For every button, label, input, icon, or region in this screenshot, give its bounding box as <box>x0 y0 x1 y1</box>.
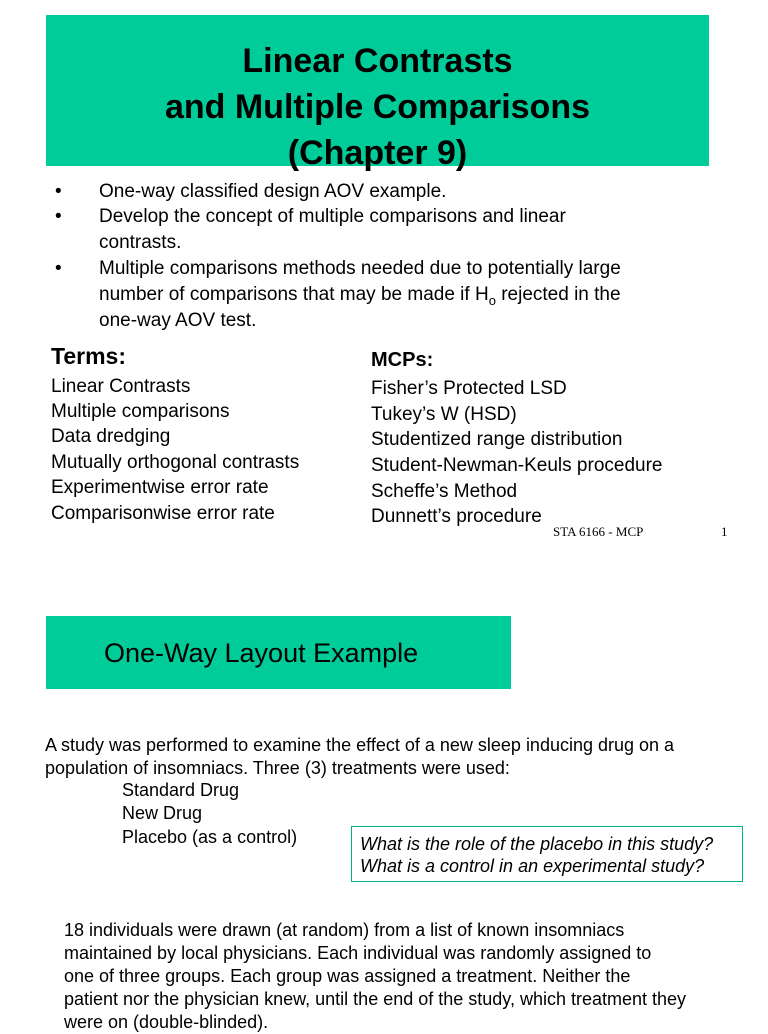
mcps-heading: MCPs: <box>371 349 434 371</box>
mcp-item: Scheffe’s Method <box>371 481 518 502</box>
term-item: Multiple comparisons <box>51 401 230 422</box>
mcp-item: Student-Newman-Keuls procedure <box>371 455 663 476</box>
mcp-item: Studentized range distribution <box>371 429 623 450</box>
intro-line: population of insomniacs. Three (3) treatments were used: <box>45 758 510 778</box>
slide-page-number: 1 <box>721 524 728 539</box>
terms-heading: Terms: <box>51 343 126 369</box>
bullet-marker: • <box>55 206 62 227</box>
term-item: Data dredging <box>51 426 171 447</box>
mcp-item: Dunnett’s procedure <box>371 506 542 527</box>
bullet-text-part: rejected in the <box>495 284 621 305</box>
treatment-item: Standard Drug <box>122 780 240 800</box>
slide-footer-course: STA 6166 - MCP <box>553 524 644 539</box>
mcp-item: Tukey’s W (HSD) <box>371 404 517 425</box>
study-line: 18 individuals were drawn (at random) from a list of known insomniacs <box>64 920 625 940</box>
bullet-text: One-way classified design AOV example. <box>99 181 447 202</box>
bullet-text: Multiple comparisons methods needed due to potentially large <box>99 258 621 279</box>
bullet-text: Develop the concept of multiple comparisons and linear <box>99 206 566 227</box>
term-item: Comparisonwise error rate <box>51 503 275 524</box>
bullet-marker: • <box>55 258 62 279</box>
intro-line: A study was performed to examine the effect of a new sleep inducing drug on a <box>45 735 675 755</box>
slide1-title-box <box>46 15 709 172</box>
term-item: Experimentwise error rate <box>51 477 269 498</box>
bullet-text-continued: one-way AOV test. <box>99 310 257 331</box>
question-line: What is the role of the placebo in this study? <box>360 834 714 854</box>
study-line: were on (double-blinded). <box>64 1012 269 1032</box>
bullet-marker: • <box>55 181 62 202</box>
question-box <box>351 826 743 882</box>
study-line: patient nor the physician knew, until the end of the study, which treatment they <box>64 989 687 1009</box>
term-item: Linear Contrasts <box>51 376 191 397</box>
study-line: maintained by local physicians. Each individual was randomly assigned to <box>64 943 652 963</box>
slide1-title-line-1: Linear Contrasts <box>242 42 513 80</box>
treatment-item: New Drug <box>122 803 203 823</box>
mcp-item: Fisher’s Protected LSD <box>371 378 567 399</box>
study-line: one of three groups. Each group was assigned a treatment. Neither the <box>64 966 631 986</box>
question-line: What is a control in an experimental study? <box>360 856 705 876</box>
subscript-o: o <box>488 292 496 308</box>
slide2-title: One-Way Layout Example <box>104 638 419 668</box>
term-item: Mutually orthogonal contrasts <box>51 452 300 473</box>
slide1-title-line-2: and Multiple Comparisons <box>164 88 591 126</box>
treatment-item: Placebo (as a control) <box>122 827 298 847</box>
slide1-title-line-3: (Chapter 9) <box>287 134 468 172</box>
bullet-text-continued: contrasts. <box>99 232 182 253</box>
slide2-title-box <box>46 616 511 689</box>
bullet-text-part: number of comparisons that may be made if H <box>99 284 489 305</box>
